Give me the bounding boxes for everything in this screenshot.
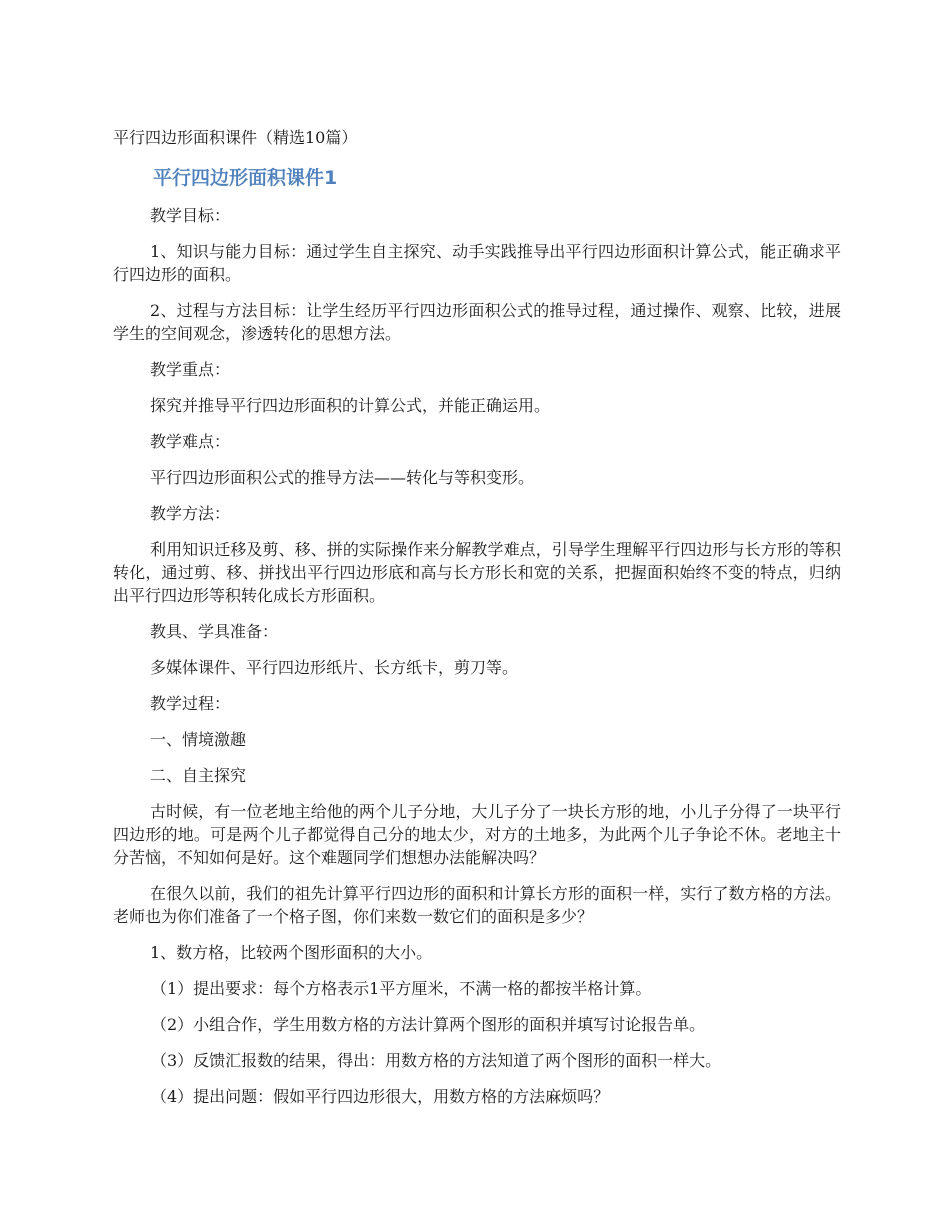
paragraph-sub-1: （1）提出要求：每个方格表示1平方厘米，不满一格的都按半格计算。: [151, 979, 652, 998]
paragraph-difficulties: 平行四边形面积公式的推导方法——转化与等积变形。: [150, 468, 535, 487]
paragraph-process-label: 教学过程：: [150, 694, 231, 713]
paragraph-sub-4: （4）提出问题：假如平行四边形很大，用数方格的方法麻烦吗？: [151, 1087, 610, 1106]
paragraph-sub-3: （3）反馈汇报数的结果，得出：用数方格的方法知道了两个图形的面积一样大。: [151, 1051, 722, 1070]
section-heading: 平行四边形面积课件1: [153, 167, 338, 189]
paragraph-difficulties-label: 教学难点：: [150, 432, 231, 451]
paragraph-methods-label: 教学方法：: [150, 504, 231, 523]
document-title: 平行四边形面积课件（精选10篇）: [113, 128, 358, 147]
paragraph-key-points: 探究并推导平行四边形面积的计算公式，并能正确运用。: [150, 396, 551, 415]
paragraph-grid-method: 在很久以前，我们的祖先计算平行四边形的面积和计算长方形的面积一样，实行了数方格的方法。老师也为你们准备了一个格子图，你们来数一数它们的面积是多少？: [113, 884, 841, 926]
paragraph-teaching-objectives-label: 教学目标：: [150, 206, 231, 225]
paragraph-count-squares: 1、数方格，比较两个图形面积的大小。: [150, 943, 433, 962]
paragraph-step-two: 二、自主探究: [150, 766, 247, 785]
paragraph-key-points-label: 教学重点：: [150, 360, 231, 379]
paragraph-objective-1: 1、知识与能力目标：通过学生自主探究、动手实践推导出平行四边形面积计算公式，能正确求平行四边形的面积。: [113, 242, 841, 284]
document-body: [113, 204, 841, 1121]
paragraph-objective-2: 2、过程与方法目标：让学生经历平行四边形面积公式的推导过程，通过操作、观察、比较，进展学生的空间观念，渗透转化的思想方法。: [113, 301, 841, 343]
paragraph-materials: 多媒体课件、平行四边形纸片、长方纸卡，剪刀等。: [150, 658, 519, 677]
paragraph-step-one: 一、情境激趣: [150, 730, 247, 749]
paragraph-materials-label: 教具、学具准备：: [150, 622, 279, 641]
paragraph-story: 古时候，有一位老地主给他的两个儿子分地，大儿子分了一块长方形的地，小儿子分得了一块平行四边形的地。可是两个儿子都觉得自己分的地太少，对方的土地多，为此两个儿子争论不休。老地主十分苦恼，不知如何是好。这个难题同学们想想办法能解决吗？: [113, 802, 841, 867]
paragraph-sub-2: （2）小组合作，学生用数方格的方法计算两个图形的面积并填写讨论报告单。: [151, 1015, 706, 1034]
paragraph-methods: 利用知识迁移及剪、移、拼的实际操作来分解教学难点，引导学生理解平行四边形与长方形的等积转化，通过剪、移、拼找出平行四边形底和高与长方形长和宽的关系，把握面积始终不变的特点，归纳出平行四边形等积转化成长方形面积。: [113, 540, 841, 605]
